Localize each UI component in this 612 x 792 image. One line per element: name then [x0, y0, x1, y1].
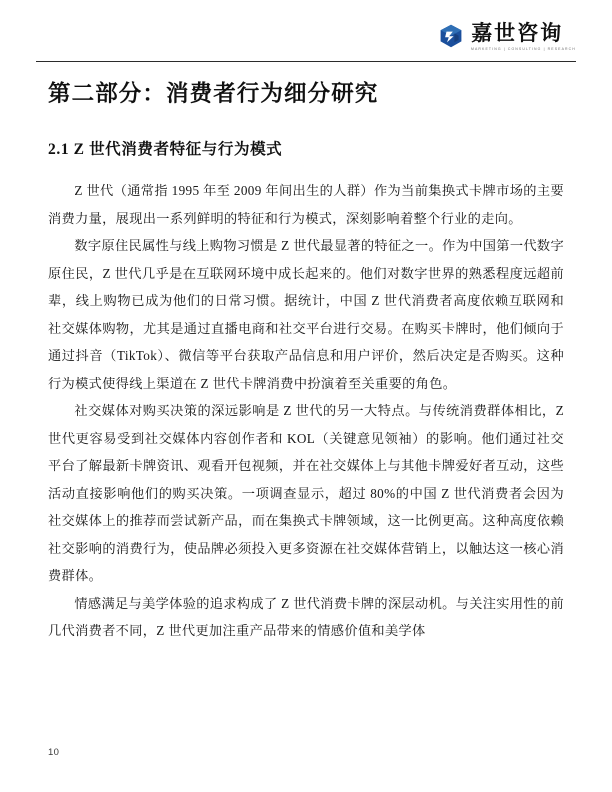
- jiashi-cube-logo-icon: [438, 23, 464, 49]
- brand-logo-text: [471, 21, 577, 52]
- brand-logo: [438, 21, 577, 52]
- document-body: [48, 63, 564, 645]
- body-paragraph: 数字原住民属性与线上购物习惯是 Z 世代最显著的特征之一。作为中国第一代数字原住民，Z 世代几乎是在互联网环境中成长起来的。他们对数字世界的熟悉程度远超前辈，线上购物已成为他们的日常习惯。据统计，中国 Z 世代消费者高度依赖互联网和社交媒体购物，尤其是通过直播电商和社交平台进行交易。在购买卡牌时，他们倾向于通过抖音（TikTok）、微信等平台获取产品信息和用户评价，然后决定是否购买。这种行为模式使得线上渠道在 Z 世代卡牌消费中扮演着至关重要的角色。: [48, 238, 564, 391]
- page-number: 10: [48, 747, 60, 758]
- body-paragraph: 社交媒体对购买决策的深远影响是 Z 世代的另一大特点。与传统消费群体相比，Z 世代更容易受到社交媒体内容创作者和 KOL（关键意见领袖）的影响。他们通过社交平台了解最新卡牌资讯、观看开包视频，并在社交媒体上与其他卡牌爱好者互动，这些活动直接影响他们的购买决策。一项调查显示，超过 80%的中国 Z 世代消费者会因为社交媒体上的推荐而尝试新产品，而在集换式卡牌领域，这一比例更高。这种高度依赖社交影响的消费行为，使品牌必须投入更多资源在社交媒体营销上，以触达这一核心消费群体。: [48, 403, 564, 584]
- body-paragraph: Z 世代（通常指 1995 年至 2009 年间出生的人群）作为当前集换式卡牌市场的主要消费力量，展现出一系列鲜明的特征和行为模式，深刻影响着整个行业的走向。: [48, 183, 564, 226]
- body-paragraph: 情感满足与美学体验的追求构成了 Z 世代消费卡牌的深层动机。与关注实用性的前几代消费者不同，Z 世代更加注重产品带来的情感价值和美学体: [48, 595, 564, 639]
- paragraph-list: [48, 161, 564, 645]
- brand-name: 嘉世咨询: [471, 21, 564, 45]
- header-divider: [36, 61, 576, 62]
- page-title: 第二部分：消费者行为细分研究: [48, 81, 379, 106]
- page-header: [0, 0, 612, 63]
- section-heading: 2.1 Z 世代消费者特征与行为模式: [48, 141, 283, 159]
- brand-tagline: MARKETING | CONSULTING | RESEARCH: [471, 47, 577, 52]
